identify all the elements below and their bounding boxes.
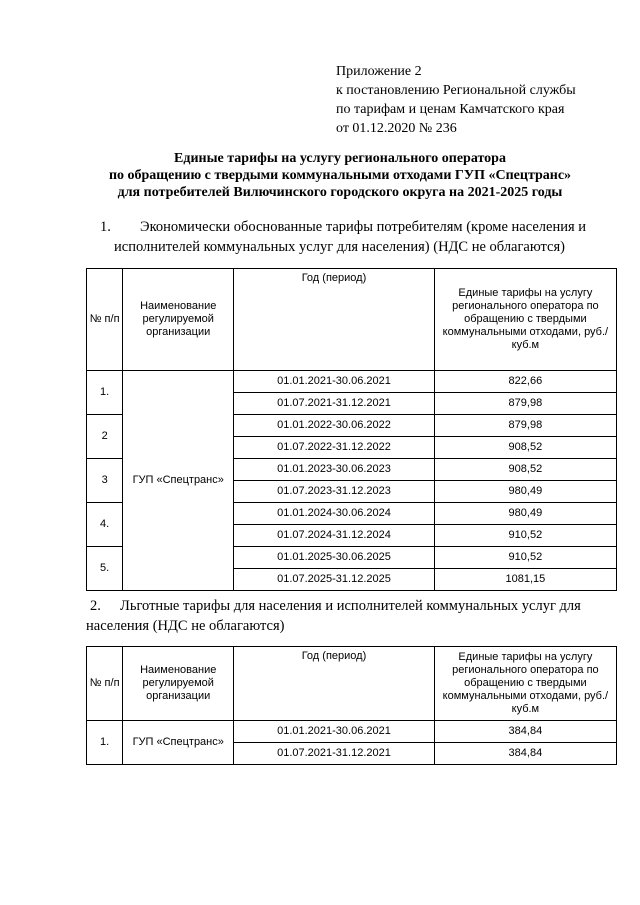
period-cell: 01.07.2021-31.12.2021 [234, 393, 435, 415]
tariff-value-cell: 910,52 [434, 547, 616, 569]
section-text: Льготные тарифы для населения и исполнителей коммунальных услуг для [120, 598, 581, 614]
tariff-value-cell: 908,52 [434, 459, 616, 481]
tariff-value-cell: 879,98 [434, 393, 616, 415]
document-title [60, 150, 620, 201]
row-number: 1. [87, 371, 123, 415]
period-cell: 01.01.2023-30.06.2023 [234, 459, 435, 481]
tariff-value-cell: 384,84 [434, 743, 616, 765]
header-period: Год (период) [234, 647, 435, 721]
header-tariff: Единые тарифы на услугу регионального оператора по обращению с твердыми коммунальными отходами, руб./куб.м [434, 269, 616, 371]
section-number: 2. [90, 598, 101, 614]
tariff-value-cell: 879,98 [434, 415, 616, 437]
tariff-value-cell: 980,49 [434, 481, 616, 503]
tariff-value-cell: 384,84 [434, 721, 616, 743]
period-cell: 01.07.2025-31.12.2025 [234, 569, 435, 591]
appendix-line: по тарифам и ценам Камчатского края [336, 102, 565, 117]
header-period: Год (период) [234, 269, 435, 371]
header-org: Наименование регулируемой организации [123, 647, 234, 721]
header-tariff: Единые тарифы на услугу регионального оператора по обращению с твердыми коммунальными отходами, руб./куб.м [434, 647, 616, 721]
organization-name: ГУП «Спецтранс» [123, 371, 234, 591]
header-num: № п/п [87, 647, 123, 721]
organization-name: ГУП «Спецтранс» [123, 721, 234, 765]
row-number: 3 [87, 459, 123, 503]
appendix-line: Приложение 2 [336, 64, 422, 79]
section-number: 1. [100, 219, 111, 235]
appendix-line: от 01.12.2020 № 236 [336, 121, 457, 136]
tariff-value-cell: 980,49 [434, 503, 616, 525]
table-body [87, 371, 617, 591]
table-header-row [87, 647, 617, 721]
section-text: населения (НДС не облагаются) [86, 618, 285, 634]
table-header-row [87, 269, 617, 371]
period-cell: 01.07.2021-31.12.2021 [234, 743, 435, 765]
table-row [87, 721, 617, 743]
section-2-heading [86, 596, 616, 636]
section-text: исполнителей коммунальных услуг для населения) (НДС не облагаются) [114, 239, 565, 255]
row-number: 5. [87, 547, 123, 591]
period-cell: 01.01.2022-30.06.2022 [234, 415, 435, 437]
title-line: для потребителей Вилючинского городского округа на 2021-2025 годы [117, 185, 563, 200]
appendix-line: к постановлению Региональной службы [336, 83, 576, 98]
period-cell: 01.01.2024-30.06.2024 [234, 503, 435, 525]
header-org: Наименование регулируемой организации [123, 269, 234, 371]
table-body [87, 721, 617, 765]
period-cell: 01.07.2023-31.12.2023 [234, 481, 435, 503]
tariff-value-cell: 1081,15 [434, 569, 616, 591]
period-cell: 01.01.2021-30.06.2021 [234, 371, 435, 393]
tariff-table-1 [86, 268, 617, 591]
period-cell: 01.07.2024-31.12.2024 [234, 525, 435, 547]
appendix-reference [336, 62, 576, 138]
row-number: 2 [87, 415, 123, 459]
tariff-table-2 [86, 646, 617, 765]
table-row [87, 371, 617, 393]
period-cell: 01.07.2022-31.12.2022 [234, 437, 435, 459]
row-number: 1. [87, 721, 123, 765]
tariff-value-cell: 908,52 [434, 437, 616, 459]
period-cell: 01.01.2021-30.06.2021 [234, 721, 435, 743]
section-text: Экономически обоснованные тарифы потребителям (кроме населения и [140, 219, 587, 235]
tariff-value-cell: 822,66 [434, 371, 616, 393]
title-line: Единые тарифы на услугу регионального оператора [174, 151, 506, 166]
header-num: № п/п [87, 269, 123, 371]
period-cell: 01.01.2025-30.06.2025 [234, 547, 435, 569]
row-number: 4. [87, 503, 123, 547]
title-line: по обращению с твердыми коммунальными отходами ГУП «Спецтранс» [108, 168, 572, 183]
section-1-heading [86, 217, 616, 257]
tariff-value-cell: 910,52 [434, 525, 616, 547]
